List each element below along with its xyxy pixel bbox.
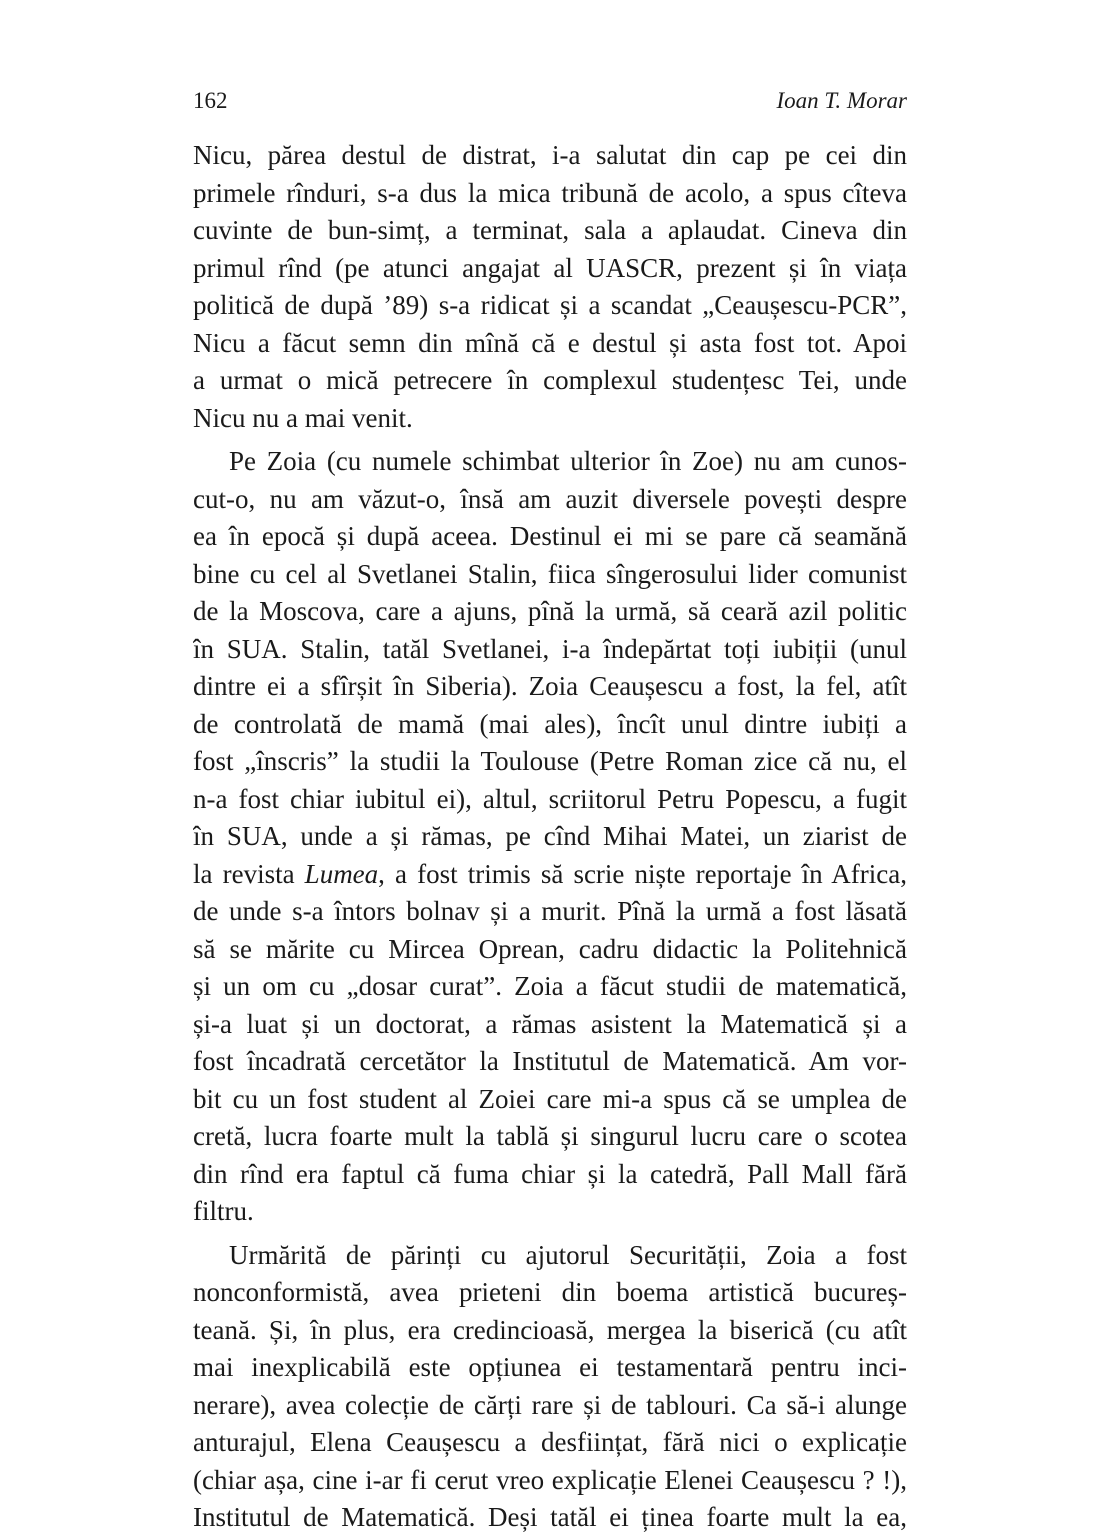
text-line: din rînd era faptul că fuma chiar și la catedră, Pall Mall fără [193,1158,907,1189]
text-line: mai inexplicabilă este opțiunea ei testamentară pentru inci- [193,1352,907,1382]
paragraph-3 [193,1237,907,1537]
text-line: să se mărite cu Mircea Oprean, cadru didactic la Politehnică [193,933,907,964]
text-line: de unde s-a întors bolnav și a murit. Pînă la urmă a fost lăsată [193,896,907,926]
text-line: Nicu a făcut semn din mînă că e destul și asta fost tot. Apoi [193,327,907,358]
text-line: în SUA. Stalin, tatăl Svetlanei, i-a îndepărtat toți iubiții (unul [193,633,907,664]
text-line: bit cu un fost student al Zoiei care mi-a spus că se umplea de [193,1083,907,1114]
text-line: nerare), avea colecție de cărți rare și de tablouri. Ca să-i alunge [193,1389,907,1420]
text-line: fost încadrată cercetător la Institutul de Matematică. Am vor- [193,1046,907,1076]
text-line: de controlată de mamă (mai ales), încît unul dintre iubiți a [193,708,907,739]
text-line: Institutul de Matematică. Deși tatăl ei ținea foarte mult la ea, [193,1502,907,1532]
text-line: nonconformistă, avea prieteni din boema artistică bucureș- [193,1277,907,1307]
text-line: ea în epocă și după aceea. Destinul ei mi se pare că seamănă [193,521,907,551]
text-line: n-a fost chiar iubitul ei), altul, scriitorul Petru Popescu, a fugit [193,783,907,814]
magazine-title: Lumea [304,858,379,889]
text-line: cuvinte de bun-simț, a terminat, sala a aplaudat. Cineva din [193,215,907,245]
text-line: cretă, lucra foarte mult la tablă și singurul lucru care o scotea [193,1121,907,1151]
text-line: Nicu nu a mai venit. [193,402,413,433]
text-line: cut-o, nu am văzut-o, însă am auzit diversele povești despre [193,483,907,514]
text-line: (chiar așa, cine i-ar fi cerut vreo explicație Elenei Ceaușescu ? !), [193,1464,907,1495]
paragraph-2 [193,443,907,1231]
running-head [193,84,907,118]
text-line: bine cu cel al Svetlanei Stalin, fiica sîngerosului lider comunist [193,558,907,589]
text-line: Urmărită de părinți cu ajutorul Securității, Zoia a fost [229,1239,907,1270]
page-number: 162 [193,88,228,113]
text-line: primele rînduri, s-a dus la mica tribună de acolo, a spus cîteva [193,177,907,208]
text-line: a urmat o mică petrecere în complexul studențesc Tei, unde [193,365,907,395]
text-line: anturajul, Elena Ceaușescu a desființat, fără nici o explicație [193,1427,907,1457]
text-line: de la Moscova, care a ajuns, pînă la urmă, să ceară azil politic [193,596,907,626]
body-text [193,137,907,1537]
paragraph-1 [193,137,907,437]
text-line: Nicu, părea destul de distrat, i-a salutat din cap pe cei din [193,140,907,170]
text-line: filtru. [193,1196,254,1226]
text-line: la revista Lumea, a fost trimis să scrie niște reportaje în Africa, [193,858,907,889]
text-line: primul rînd (pe atunci angajat al UASCR, prezent și în viața [193,252,907,283]
text-line: și-a luat și un doctorat, a rămas asistent la Matematică și a [193,1008,907,1039]
text-line: în SUA, unde a și rămas, pe cînd Mihai Matei, un ziarist de [193,821,907,851]
text-line: politică de după ’89) s-a ridicat și a scandat „Ceaușescu-PCR”, [193,290,907,320]
text-line: dintre ei a sfîrșit în Siberia). Zoia Ceaușescu a fost, la fel, atît [193,671,907,701]
running-head-author: Ioan T. Morar [776,88,907,113]
text-line: fost „înscris” la studii la Toulouse (Petre Roman zice că nu, el [193,746,907,776]
text-line: Pe Zoia (cu numele schimbat ulterior în Zoe) nu am cunos- [229,446,907,476]
text-line: și un om cu „dosar curat”. Zoia a făcut studii de matematică, [193,971,907,1001]
text-line: teană. Și, în plus, era credincioasă, mergea la biserică (cu atît [193,1314,907,1345]
